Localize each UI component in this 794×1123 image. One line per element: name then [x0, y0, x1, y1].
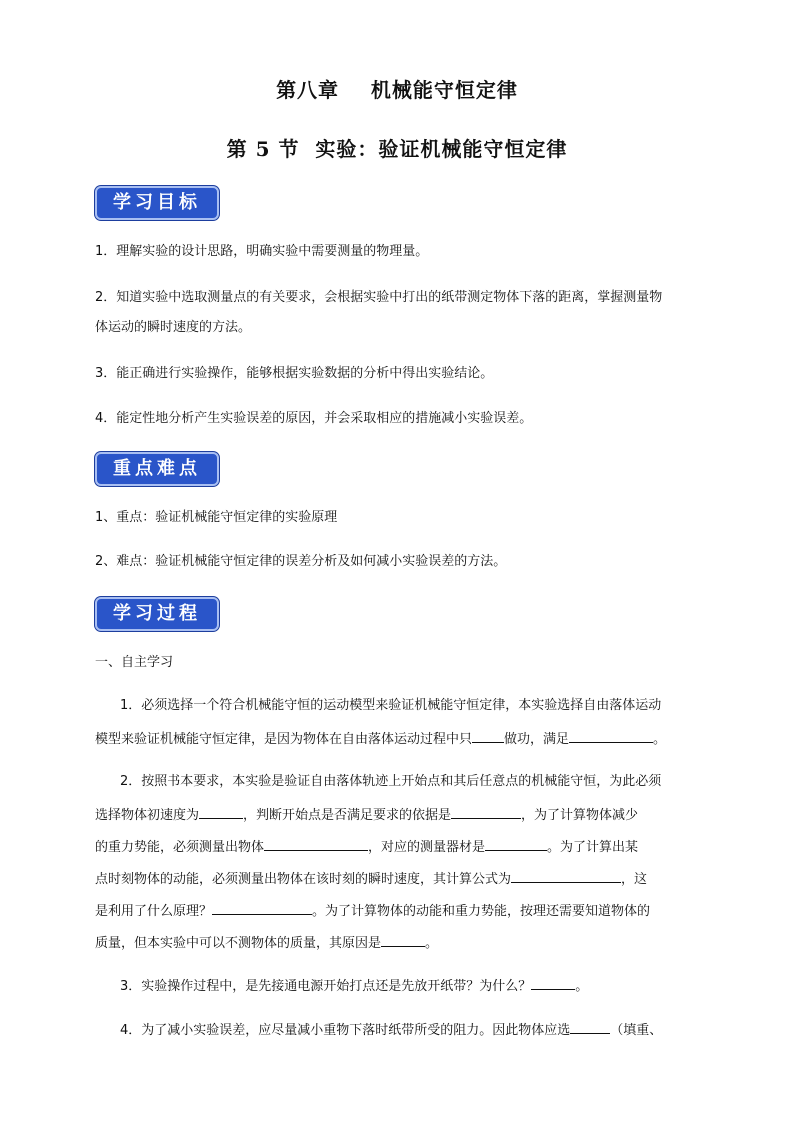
q2-text: ，为了计算物体减少 — [521, 808, 639, 823]
q2-text: 是利用了什么原理？ — [95, 904, 213, 919]
key-point-item: 1、重点：验证机械能守恒定律的实验原理 — [95, 510, 338, 525]
q1-line2 — [95, 728, 705, 750]
q2-text: ，这 — [621, 872, 648, 887]
q4-text: 4．为了减小实验误差，应尽量减小重物下落时纸带所受的阻力。因此物体应选 — [120, 1023, 571, 1038]
q2-text: ，判断开始点是否满足要求的依据是 — [243, 808, 452, 823]
answer-blank[interactable] — [472, 728, 504, 743]
answer-blank[interactable] — [264, 836, 368, 851]
q2-text: 。为了计算出某 — [547, 840, 639, 855]
q3-text: 3．实验操作过程中，是先接通电源开始打点还是先放开纸带？为什么？ — [120, 979, 532, 994]
chapter-title: 第八章 机械能守恒定律 — [276, 78, 518, 102]
question-3 — [120, 975, 705, 997]
process-subheading: 一、自主学习 — [95, 655, 174, 670]
q2-text: 。为了计算物体的动能和重力势能，按理还需要知道物体的 — [312, 904, 651, 919]
q3-text: 。 — [575, 979, 589, 994]
question-4 — [120, 1019, 710, 1041]
answer-blank[interactable] — [381, 932, 425, 947]
objective-item: 4．能定性地分析产生实验误差的原因，并会采取相应的措施减小实验误差。 — [95, 411, 533, 426]
answer-blank[interactable] — [485, 836, 547, 851]
q2-text: 。 — [425, 936, 439, 951]
q1-line1: 1．必须选择一个符合机械能守恒的运动模型来验证机械能守恒定律，本实验选择自由落体运动 — [120, 698, 662, 713]
answer-blank[interactable] — [212, 900, 312, 915]
q2-line4 — [95, 868, 705, 890]
q2-text: ，对应的测量器材是 — [368, 840, 486, 855]
q2-line3 — [95, 836, 705, 858]
answer-blank[interactable] — [570, 1019, 610, 1034]
q1-text-c: 。 — [653, 732, 667, 747]
answer-blank[interactable] — [199, 804, 243, 819]
q2-line1: 2．按照书本要求，本实验是验证自由落体轨迹上开始点和其后任意点的机械能守恒，为此必须 — [120, 774, 662, 789]
q2-line5 — [95, 900, 705, 922]
q1-text-b: 做功，满足 — [504, 732, 570, 747]
answer-blank[interactable] — [569, 728, 653, 743]
objective-item: 体运动的瞬时速度的方法。 — [95, 320, 252, 335]
q2-text: 质量，但本实验中可以不测物体的质量，其原因是 — [95, 936, 382, 951]
answer-blank[interactable] — [531, 975, 575, 990]
objective-item: 2．知道实验中选取测量点的有关要求，会根据实验中打出的纸带测定物体下落的距离，掌握测量物 — [95, 290, 663, 305]
q2-line6 — [95, 932, 705, 954]
key-point-item: 2、难点：验证机械能守恒定律的误差分析及如何减小实验误差的方法。 — [95, 554, 507, 569]
q2-text: 的重力势能，必须测量出物体 — [95, 840, 265, 855]
objective-item: 1．理解实验的设计思路，明确实验中需要测量的物理量。 — [95, 244, 429, 259]
objective-item: 3．能正确进行实验操作，能够根据实验数据的分析中得出实验结论。 — [95, 366, 494, 381]
answer-blank[interactable] — [451, 804, 521, 819]
objectives-badge: 学习目标 — [95, 186, 219, 220]
q1-text-a: 模型来验证机械能守恒定律，是因为物体在自由落体运动过程中只 — [95, 732, 473, 747]
q2-text: 选择物体初速度为 — [95, 808, 200, 823]
q4-text: （填重、 — [610, 1023, 663, 1038]
section-title: 第 5 节 实验：验证机械能守恒定律 — [226, 137, 568, 161]
process-badge: 学习过程 — [95, 597, 219, 631]
answer-blank[interactable] — [511, 868, 621, 883]
q2-line2 — [95, 804, 705, 826]
q2-text: 点时刻物体的动能，必须测量出物体在该时刻的瞬时速度，其计算公式为 — [95, 872, 512, 887]
key-points-badge: 重点难点 — [95, 452, 219, 486]
